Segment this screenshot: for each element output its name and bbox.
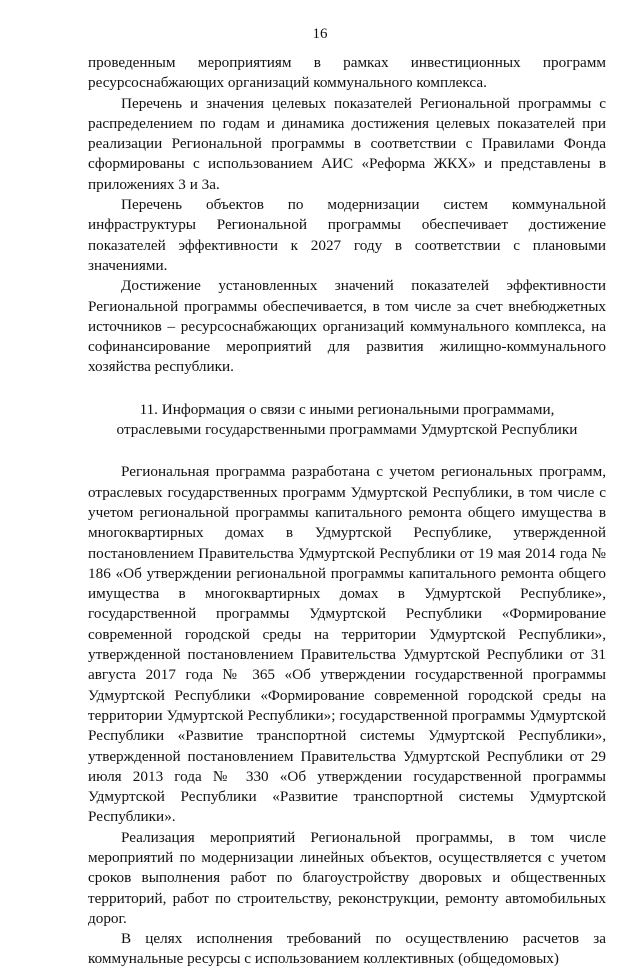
paragraph-efficiency-achievement: Достижение установленных значений показателей эффективности Региональной программы обеспечивается, в том числе за счет внебюджетных источников – ресурсоснабжающих организаций коммунального комплекса, на софинансирование мероприятий для развития жилищно-коммунального хозяйства республики. [88, 277, 606, 376]
paragraph-target-indicators: Перечень и значения целевых показателей Региональной программы с распределением по годам и динамика достижения целевых показателей при реализации Региональной программы в соответствии с Правилами Фонда сформированы с использованием АИС «Реформа ЖКХ» и представлены в приложениях 3 и 3а. [88, 94, 606, 193]
paragraph-continuation: проведенным мероприятиям в рамках инвестиционных программ ресурсоснабжающих организаций коммунального комплекса. [88, 54, 606, 92]
section-heading-line-1: 11. Информация о связи с иными региональными программами, [139, 400, 555, 418]
paragraph-program-development: Региональная программа разработана с учетом региональных программ, отраслевых государственных программ Удмуртской Республики, в том числе с учетом региональной программы капитального ремонта общего имущества в многоквартирных домах в Удмуртской Республике, утвержденной постановлением Правительства Удмуртской Республики от 19 мая 2014 года № 186 «Об утверждении региональной программы капитального ремонта общего имущества в многоквартирных домах в Удмуртской Республике», государственной программы Удмуртской Республики «Формирование современной городской среды на территории Удмуртской Республики», утвержденной постановлением Правительства Удмуртской Республики от 31 августа 2017 года № 365 «Об утверждении государственной программы Удмуртской Республики «Формирование современной городской среды на территории Удмуртской Республики»; государственной программы Удмуртской Республики «Развитие транспортной системы Удмуртской Республики», утвержденной постановлением Правительства Удмуртской Республики от 29 июля 2013 года № 330 «Об утверждении государственной программы Удмуртской Республики «Развитие транспортной системы Удмуртской Республики». [88, 463, 606, 826]
section-heading [88, 400, 606, 441]
page-body [88, 53, 606, 970]
paragraph-implementation: Реализация мероприятий Региональной программы, в том числе мероприятий по модернизации линейных объектов, осуществляется с учетом сроков выполнения работ по благоустройству дворовых и общественных территорий, работ по строительству, реконструкции, ремонту автомобильных дорог. [88, 828, 606, 927]
section-heading-line-2: отраслевыми государственными программами Удмуртской Республики [116, 421, 578, 439]
page-number: 16 [312, 26, 328, 42]
paragraph-requirements: В целях исполнения требований по осуществлению расчетов за коммунальные ресурсы с использованием коллективных (общедомовых) [88, 930, 606, 968]
paragraph-objects-list: Перечень объектов по модернизации систем коммунальной инфраструктуры Региональной программы обеспечивает достижение показателей эффективности к 2027 году в соответствии с плановыми значениями. [88, 196, 606, 274]
